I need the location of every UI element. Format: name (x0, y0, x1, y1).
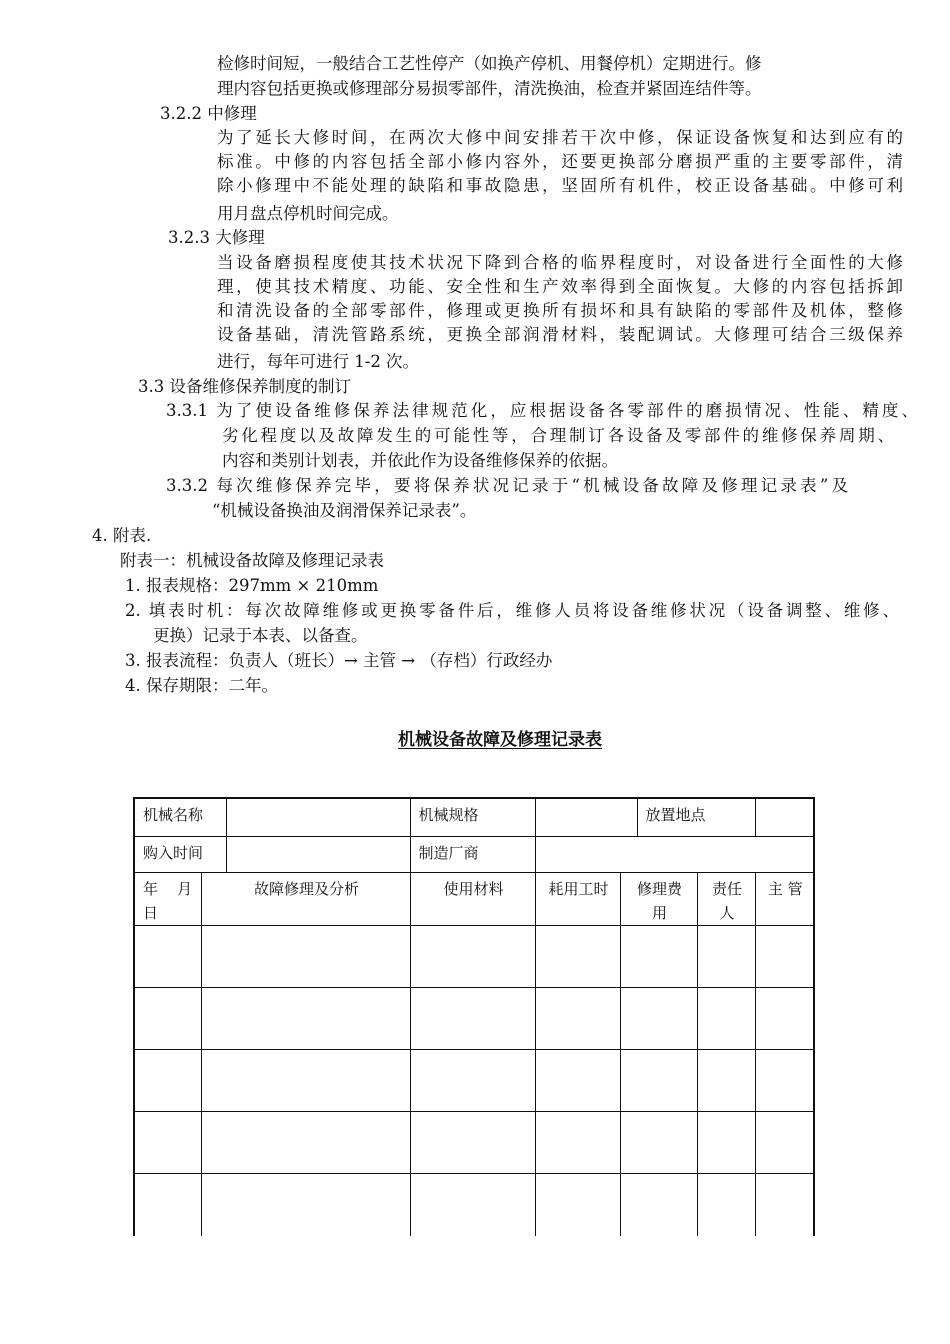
section-heading-3-3: 3.3 设备维修保养制度的制订 (138, 377, 351, 396)
paragraph-line: 标准。中修的内容包括全部小修内容外，还要更换部分磨损严重的主要零部件，清 (217, 152, 903, 171)
cell-cost[interactable] (620, 925, 697, 987)
paragraph-line: 理内容包括更换或修理部分易损零部件，清洗换油，检查并紧固连结件等。 (217, 79, 762, 98)
table-row (134, 1049, 814, 1111)
cell-materials[interactable] (410, 1173, 535, 1236)
column-header-analysis: 故障修理及分析 (201, 872, 410, 925)
paragraph-block (217, 126, 903, 198)
column-header-supervisor: 主 管 (755, 872, 814, 925)
table-header-row (134, 872, 814, 925)
table-row (134, 987, 814, 1049)
paragraph-line: 理，使其技术精度、功能、安全性和生产效率得到全面恢复。大修的内容包括拆卸 (217, 277, 903, 296)
paragraph-line: 检修时间短，一般结合工艺性停产（如换产停机、用餐停机）定期进行。修 (217, 54, 762, 73)
cell-materials[interactable] (410, 925, 535, 987)
cell-materials[interactable] (410, 1111, 535, 1173)
cell-cost[interactable] (620, 1173, 697, 1236)
machine-name-label: 机械名称 (134, 798, 226, 836)
paragraph-block (222, 424, 894, 448)
cell-cost[interactable] (620, 1111, 697, 1173)
table-row (134, 1173, 814, 1236)
cell-supervisor[interactable] (755, 925, 814, 987)
location-label: 放置地点 (637, 798, 755, 836)
table-row (134, 1111, 814, 1173)
cell-analysis[interactable] (201, 925, 410, 987)
paragraph-line: 3.3.1 为了使设备维修保养法律规范化，应根据设备各零部件的磨损情况、性能、精度、 (166, 401, 918, 420)
cell-hours[interactable] (535, 1173, 620, 1236)
cell-date[interactable] (134, 925, 201, 987)
paragraph-line: 和清洗设备的全部零部件，修理或更换所有损坏和具有缺陷的零部件及机体，整修 (217, 301, 903, 320)
machine-spec-value[interactable] (535, 798, 637, 836)
cell-person[interactable] (697, 1111, 755, 1173)
cell-cost[interactable] (620, 1049, 697, 1111)
paragraph-line: 进行，每年可进行 1-2 次。 (217, 352, 420, 371)
cell-hours[interactable] (535, 1111, 620, 1173)
attachment-title: 附表一：机械设备故障及修理记录表 (120, 551, 384, 570)
paragraph-block (166, 474, 848, 498)
column-header-hours: 耗用工时 (535, 872, 620, 925)
column-header-materials: 使用材料 (410, 872, 535, 925)
section-heading-3-2-2: 3.2.2 中修理 (160, 104, 257, 123)
purchase-date-label: 购入时间 (134, 836, 226, 872)
machine-spec-label: 机械规格 (410, 798, 535, 836)
column-header-date: 年 月 日 (134, 872, 201, 925)
cell-analysis[interactable] (201, 1173, 410, 1236)
cell-person[interactable] (697, 925, 755, 987)
cell-hours[interactable] (535, 987, 620, 1049)
column-header-person: 责任 人 (697, 872, 755, 925)
cell-supervisor[interactable] (755, 1173, 814, 1236)
cell-date[interactable] (134, 1111, 201, 1173)
paragraph-line: “机械设备换油及润滑保养记录表”。 (212, 501, 477, 520)
manufacturer-label: 制造厂商 (410, 836, 535, 872)
list-item-line: 2. 填表时机：每次故障维修或更换零备件后，维修人员将设备维修状况（设备调整、维修、 (125, 601, 899, 620)
list-item: 3. 报表流程：负责人（班长）→ 主管 → （存档）行政经办 (125, 651, 553, 670)
cell-person[interactable] (697, 1049, 755, 1111)
paragraph-line: 内容和类别计划表，并依此作为设备维修保养的依据。 (222, 451, 618, 470)
repair-record-table (133, 797, 815, 1236)
table-row (134, 798, 814, 836)
paragraph-line: 3.3.2 每次维修保养完毕，要将保养状况记录于“机械设备故障及修理记录表”及 (166, 476, 848, 495)
manufacturer-value[interactable] (535, 836, 814, 872)
cell-supervisor[interactable] (755, 1111, 814, 1173)
paragraph-line: 劣化程度以及故障发生的可能性等，合理制订各设备及零部件的维修保养周期、 (222, 426, 894, 445)
paragraph-line: 用月盘点停机时间完成。 (217, 204, 399, 223)
cell-materials[interactable] (410, 1049, 535, 1111)
cell-analysis[interactable] (201, 1049, 410, 1111)
cell-analysis[interactable] (201, 1111, 410, 1173)
list-item-line: 更换）记录于本表、以备查。 (153, 626, 368, 645)
paragraph-line: 为了延长大修时间，在两次大修中间安排若干次中修，保证设备恢复和达到应有的 (217, 128, 903, 147)
cell-hours[interactable] (535, 925, 620, 987)
column-header-cost: 修理费 用 (620, 872, 697, 925)
table-row (134, 836, 814, 872)
cell-date[interactable] (134, 1049, 201, 1111)
purchase-date-value[interactable] (226, 836, 410, 872)
cell-cost[interactable] (620, 987, 697, 1049)
cell-analysis[interactable] (201, 987, 410, 1049)
section-heading-4: 4. 附表. (92, 526, 152, 545)
cell-date[interactable] (134, 1173, 201, 1236)
list-item: 1. 报表规格：297mm × 210mm (125, 576, 379, 595)
paragraph-line: 除小修理中不能处理的缺陷和事故隐患，坚固所有机件，校正设备基础。中修可利 (217, 176, 903, 195)
form-title: 机械设备故障及修理记录表 (398, 730, 602, 750)
paragraph-line: 设备基础，清洗管路系统，更换全部润滑材料，装配调试。大修理可结合三级保养 (217, 325, 903, 344)
paragraph-block (166, 399, 918, 423)
list-item: 4. 保存期限：二年。 (125, 676, 278, 695)
cell-supervisor[interactable] (755, 1049, 814, 1111)
location-value[interactable] (755, 798, 814, 836)
cell-materials[interactable] (410, 987, 535, 1049)
paragraph-block (217, 251, 903, 347)
cell-date[interactable] (134, 987, 201, 1049)
cell-hours[interactable] (535, 1049, 620, 1111)
table-row (134, 925, 814, 987)
section-heading-3-2-3: 3.2.3 大修理 (168, 228, 265, 247)
list-item (125, 599, 899, 623)
cell-person[interactable] (697, 1173, 755, 1236)
cell-supervisor[interactable] (755, 987, 814, 1049)
machine-name-value[interactable] (226, 798, 410, 836)
cell-person[interactable] (697, 987, 755, 1049)
paragraph-line: 当设备磨损程度使其技术状况下降到合格的临界程度时，对设备进行全面性的大修 (217, 253, 903, 272)
